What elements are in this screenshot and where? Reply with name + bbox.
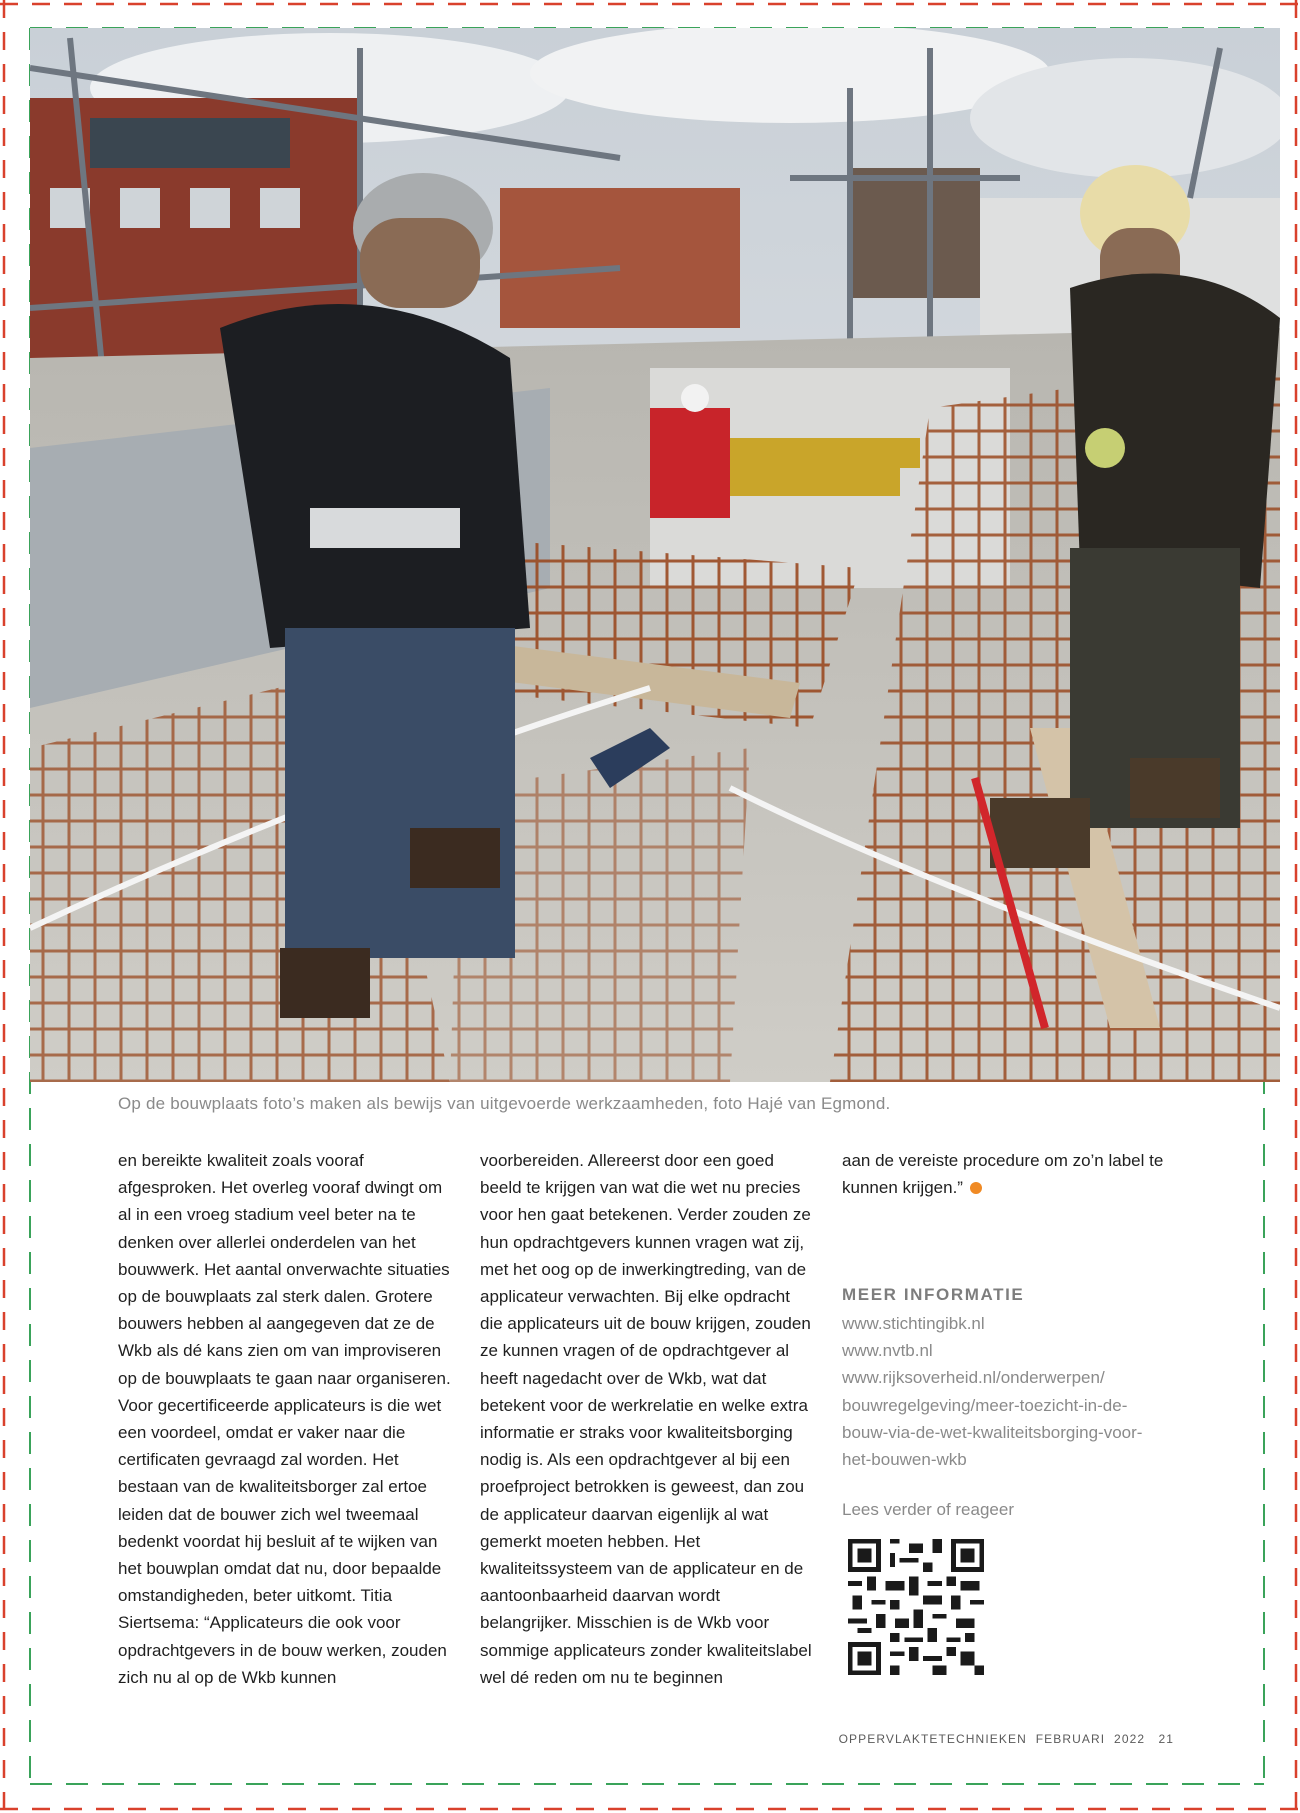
more-info-links [842,1310,1192,1473]
photo-caption: Op de bouwplaats foto’s maken als bewijs van uitgevoerde werkzaamheden, foto Hajé van Egmond. [118,1094,891,1113]
page-footer: OPPERVLAKTETECHNIEKEN FEBRUARI 2022 21 [838,1732,1174,1746]
link-rijksoverheid-line2[interactable]: bouwregelgeving/meer-toezicht-in-de- [842,1395,1128,1415]
construction-site-photo [30,28,1280,1082]
article-column-1 [118,1147,453,1691]
article-column-3 [842,1147,1182,1201]
link-rijksoverheid-line1[interactable]: www.rijksoverheid.nl/onderwerpen/ [842,1368,1105,1388]
qr-code-icon[interactable] [848,1539,984,1675]
read-more-label: Lees verder of reageer [842,1500,1014,1519]
link-rijksoverheid-line4[interactable]: het-bouwen-wkb [842,1450,967,1470]
article-text-col3: aan de vereiste procedure om zo’n label te kunnen krijgen.” [842,1151,1164,1198]
link-nvtb[interactable]: www.nvtb.nl [842,1341,933,1361]
end-of-article-bullet-icon [970,1182,982,1194]
more-info-heading: MEER INFORMATIE [842,1285,1025,1304]
link-rijksoverheid-line3[interactable]: bouw-via-de-wet-kwaliteitsborging-voor- [842,1422,1143,1442]
article-column-2 [480,1147,815,1691]
link-stichtingibk[interactable]: www.stichtingibk.nl [842,1314,985,1333]
article-text-col2: voorbereiden. Allereerst door een goed beeld te krijgen van wat die wet nu precies voor hen gaat betekenen. Verder zouden ze hun opdrachtgevers kunnen vragen wat zij, met het oog op de inwerkingtreding, van de applicateur verwachten. Bij elke opdracht die applicateurs uit de bouw krijgen, zouden ze kunnen vragen of de opdrachtgever al heeft nagedacht over de Wkb, wat dat betekent voor de werkrelatie en welke extra informatie er straks voor kwaliteitsborging nodig is. Als een opdrachtgever al bij een proefproject betrokken is geweest, dan zou de applicateur daarvan eigenlijk al wat gemerkt moeten hebben. Het kwaliteitssysteem van de applicateur en de aantoonbaarheid daarvan wordt belangrijker. Misschien is de Wkb voor sommige applicateurs zonder kwaliteitslabel wel dé reden om nu te beginnen [480,1151,812,1687]
article-text-col1: en bereikte kwaliteit zoals vooraf afgesproken. Het overleg vooraf dwingt om al in een vroeg stadium veel beter na te denken over allerlei onderdelen van het bouwwerk. Het aantal onverwachte situaties op de bouwplaats zal sterk dalen. Grotere bouwers hebben al aangegeven dat ze de Wkb als dé kans zien om van improviseren op de bouwplaats te gaan naar organiseren. Voor gecertificeerde applicateurs is die wet een voordeel, omdat er vaker naar die certificaten gevraagd zal worden. Het bestaan van de kwaliteitsborger zal ertoe leiden dat de bouwer zich wel tweemaal bedenkt voordat hij besluit af te wijken van het bouwplan omdat dat nu, door bepaalde omstandigheden, beter uitkomt. Titia Siertsema: “Applicateurs die ook voor opdrachtgevers in de bouw werken, zouden zich nu al op de Wkb kunnen [118,1151,451,1687]
